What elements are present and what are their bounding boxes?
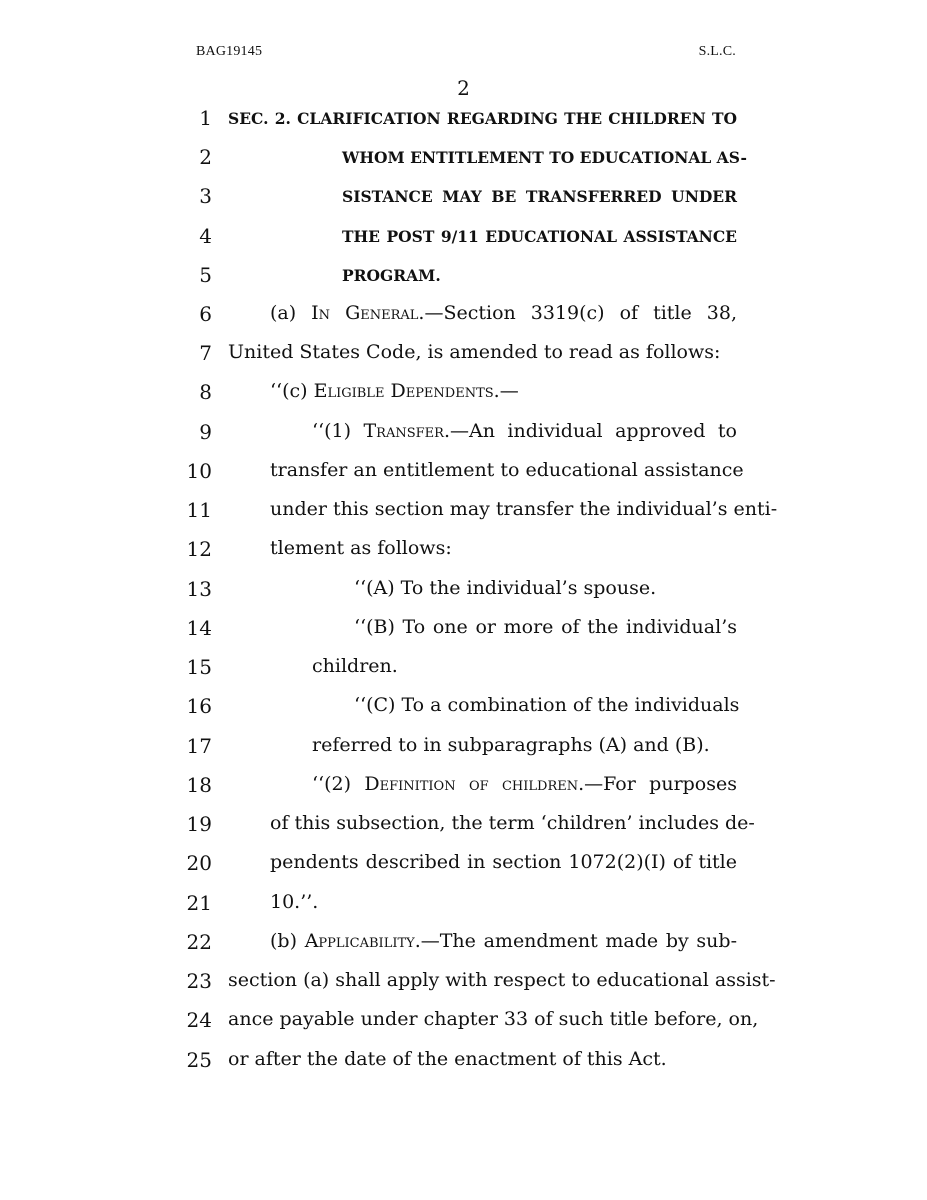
line-number: 16 xyxy=(186,694,212,718)
line-number: 13 xyxy=(186,577,212,601)
bill-line xyxy=(0,967,927,997)
line-number: 23 xyxy=(186,969,212,993)
line-text: 10.’’. xyxy=(270,891,319,913)
line-number: 21 xyxy=(186,891,212,915)
line-number: 12 xyxy=(186,537,212,561)
bill-line xyxy=(0,143,927,173)
line-text: ‘‘(B) To one or more of the individual’s xyxy=(354,616,737,638)
line-number: 5 xyxy=(199,263,212,287)
line-text: transfer an entitlement to educational assistance xyxy=(270,459,744,481)
line-text: tlement as follows: xyxy=(270,537,452,559)
document-id: BAG19145 xyxy=(196,44,263,59)
bill-line xyxy=(0,104,927,134)
section-heading-text: SEC. 2. CLARIFICATION REGARDING THE CHILDREN TO xyxy=(228,109,737,128)
line-number: 18 xyxy=(186,773,212,797)
line-text: (a) In General.—Section 3319(c) of title 38, xyxy=(270,302,737,324)
bill-line xyxy=(0,300,927,330)
bill-line xyxy=(0,496,927,526)
line-number: 24 xyxy=(186,1008,212,1032)
line-text: or after the date of the enactment of this Act. xyxy=(228,1048,667,1070)
office-code: S.L.C. xyxy=(698,44,736,59)
bill-line xyxy=(0,1006,927,1036)
line-number: 9 xyxy=(199,420,212,444)
line-text: (b) Applicability.—The amendment made by sub- xyxy=(270,930,737,952)
bill-line xyxy=(0,378,927,408)
line-number: 2 xyxy=(199,145,212,169)
paragraph-heading: Definition of children xyxy=(364,773,579,795)
line-number: 4 xyxy=(199,224,212,248)
bill-line xyxy=(0,653,927,683)
line-text: under this section may transfer the individual’s enti- xyxy=(270,498,778,520)
bill-line xyxy=(0,889,927,919)
line-number: 3 xyxy=(199,184,212,208)
bill-line xyxy=(0,418,927,448)
line-number: 10 xyxy=(186,459,212,483)
line-number: 20 xyxy=(186,851,212,875)
paragraph-heading: Transfer xyxy=(363,420,444,442)
subsection-heading: Applicability xyxy=(304,930,415,952)
line-number: 17 xyxy=(186,734,212,758)
bill-line xyxy=(0,182,927,212)
bill-line xyxy=(0,261,927,291)
line-text: ‘‘(1) Transfer.—An individual approved to xyxy=(312,420,737,442)
bill-line xyxy=(0,810,927,840)
line-number: 7 xyxy=(199,341,212,365)
line-number: 1 xyxy=(199,106,212,130)
subsection-heading: In General xyxy=(311,302,419,324)
section-heading-text: PROGRAM. xyxy=(342,266,441,285)
line-text: ‘‘(2) Definition of children.—For purposes xyxy=(312,773,737,795)
line-text: United States Code, is amended to read as follows: xyxy=(228,341,721,363)
line-text: pendents described in section 1072(2)(I) of title xyxy=(270,851,737,873)
page-number: 2 xyxy=(457,76,470,100)
line-text: ‘‘(c) Eligible Dependents.— xyxy=(270,380,519,402)
bill-line xyxy=(0,692,927,722)
bill-line xyxy=(0,457,927,487)
bill-line xyxy=(0,1046,927,1076)
subsection-heading: Eligible Dependents xyxy=(313,380,494,402)
line-number: 25 xyxy=(186,1048,212,1072)
bill-line xyxy=(0,614,927,644)
line-text: ‘‘(A) To the individual’s spouse. xyxy=(354,577,657,599)
bill-line xyxy=(0,771,927,801)
line-text: children. xyxy=(312,655,398,677)
section-heading-text: WHOM ENTITLEMENT TO EDUCATIONAL AS- xyxy=(342,148,747,167)
line-text: ‘‘(C) To a combination of the individuals xyxy=(354,694,740,716)
bill-line xyxy=(0,339,927,369)
bill-line xyxy=(0,222,927,252)
line-number: 15 xyxy=(186,655,212,679)
bill-line xyxy=(0,575,927,605)
line-text: of this subsection, the term ‘children’ includes de- xyxy=(270,812,755,834)
section-heading-text: THE POST 9/11 EDUCATIONAL ASSISTANCE xyxy=(342,227,737,246)
line-text: referred to in subparagraphs (A) and (B). xyxy=(312,734,710,756)
line-text: section (a) shall apply with respect to educational assist- xyxy=(228,969,776,991)
line-number: 11 xyxy=(186,498,212,522)
section-heading-text: SISTANCE MAY BE TRANSFERRED UNDER xyxy=(342,187,737,206)
line-text: ance payable under chapter 33 of such title before, on, xyxy=(228,1008,759,1030)
bill-line xyxy=(0,928,927,958)
line-number: 22 xyxy=(186,930,212,954)
line-number: 8 xyxy=(199,380,212,404)
bill-line xyxy=(0,732,927,762)
line-number: 19 xyxy=(186,812,212,836)
line-number: 14 xyxy=(186,616,212,640)
bill-line xyxy=(0,535,927,565)
bill-line xyxy=(0,849,927,879)
line-number: 6 xyxy=(199,302,212,326)
